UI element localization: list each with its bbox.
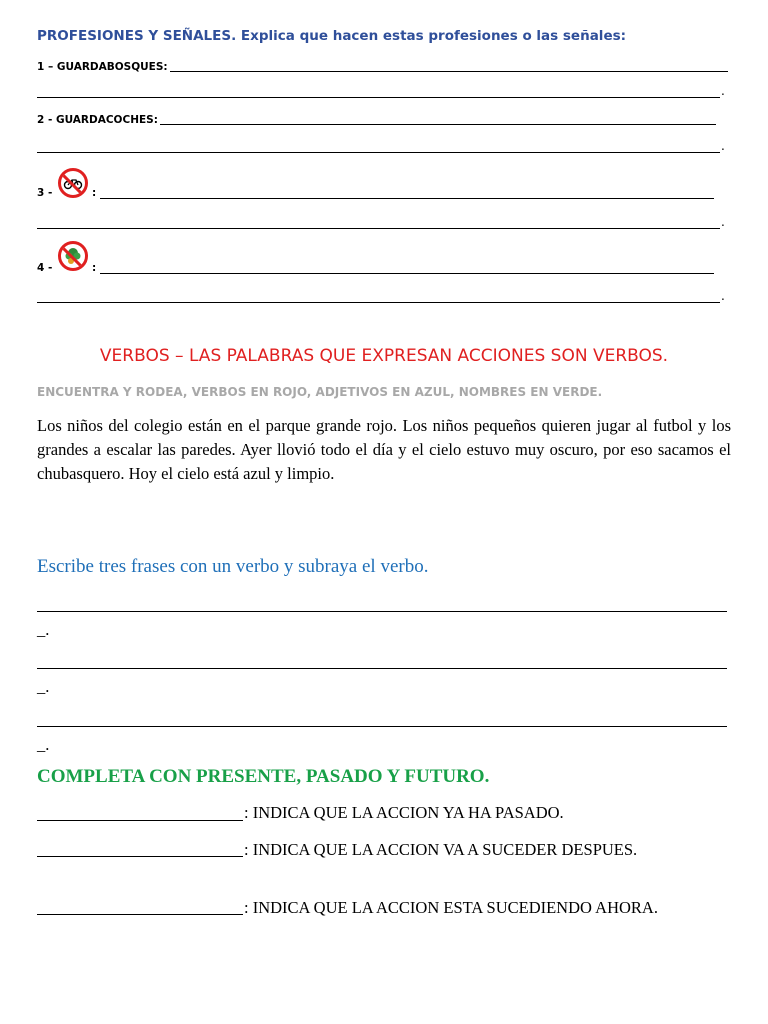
sentence3-line[interactable] <box>37 726 727 727</box>
item4-label: 4 - <box>37 262 53 274</box>
tense3-text: : INDICA QUE LA ACCION ESTA SUCEDIENDO AHORA. <box>244 898 658 917</box>
item2-answer-line-2[interactable] <box>37 152 720 153</box>
tense1-text: : INDICA QUE LA ACCION YA HA PASADO. <box>244 803 564 822</box>
item1-label: 1 – GUARDABOSQUES: <box>37 61 168 73</box>
completa-title: COMPLETA CON PRESENTE, PASADO Y FUTURO. <box>37 766 490 787</box>
verbos-title: VERBOS – LAS PALABRAS QUE EXPRESAN ACCIONES SON VERBOS. <box>99 346 669 366</box>
no-plants-sign-icon <box>58 241 88 271</box>
item2-line-end: . <box>721 139 725 153</box>
item4-answer-line[interactable] <box>100 273 714 274</box>
sentence2-line-end: _. <box>37 677 50 696</box>
item2-label: 2 - GUARDACOCHES: <box>37 114 158 126</box>
escribe-title: Escribe tres frases con un verbo y subraya el verbo. <box>37 556 429 577</box>
item3-label: 3 - <box>37 187 53 199</box>
item2-answer-line[interactable] <box>160 124 716 125</box>
item3-answer-line-2[interactable] <box>37 228 720 229</box>
tense2-text: : INDICA QUE LA ACCION VA A SUCEDER DESPUES. <box>244 840 638 859</box>
section1-title: PROFESIONES Y SEÑALES. Explica que hacen estas profesiones o las señales: <box>37 28 627 44</box>
verbos-paragraph[interactable]: Los niños del colegio están en el parque grande rojo. Los niños pequeños quieren jugar al futbol y los grandes a escalar las paredes. Ayer llovió todo el día y el cielo estuvo muy oscuro, por eso sacamos el chubasquero. Hoy el cielo está azul y limpio. <box>37 416 731 483</box>
item1-line-end: . <box>721 84 725 98</box>
item1-answer-line[interactable] <box>170 71 728 72</box>
sentence1-line[interactable] <box>37 611 727 612</box>
verbos-instruction: ENCUENTRA Y RODEA, VERBOS EN ROJO, ADJETIVOS EN AZUL, NOMBRES EN VERDE. <box>37 385 603 399</box>
item3-line-end: . <box>721 215 725 229</box>
item1-answer-line-2[interactable] <box>37 97 720 98</box>
sentence1-line-end: _. <box>37 620 50 639</box>
item4-colon: : <box>92 262 97 274</box>
item4-answer-line-2[interactable] <box>37 302 720 303</box>
no-bicycles-sign-icon <box>58 168 88 198</box>
item3-colon: : <box>92 187 97 199</box>
item4-line-end: . <box>721 289 725 303</box>
item3-answer-line[interactable] <box>100 198 714 199</box>
tense1-blank[interactable] <box>37 820 243 821</box>
sentence2-line[interactable] <box>37 668 727 669</box>
sentence3-line-end: _. <box>37 735 50 754</box>
